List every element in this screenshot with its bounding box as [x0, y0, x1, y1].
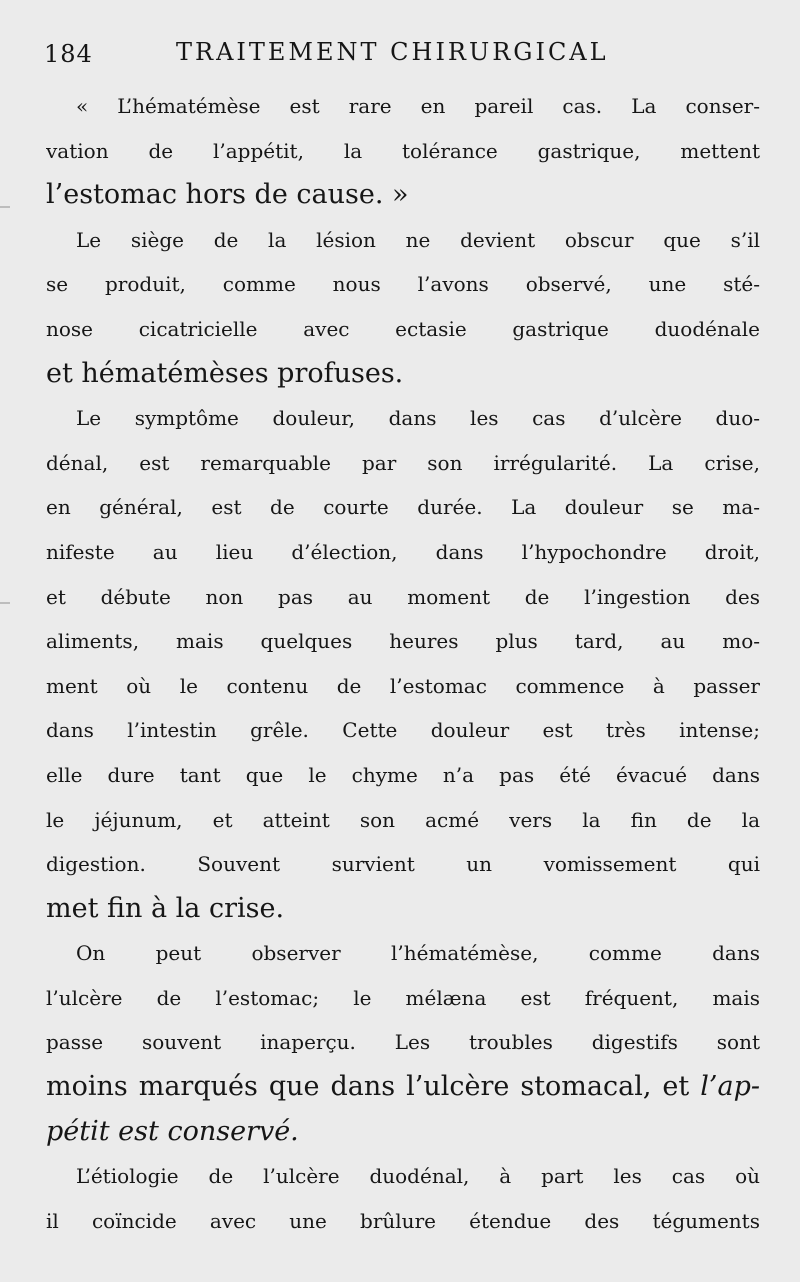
running-title: TRAITEMENT CHIRURGICAL — [176, 38, 609, 66]
text-line — [46, 1199, 760, 1244]
text-line — [46, 1110, 760, 1155]
page-number: 184 — [44, 40, 93, 68]
text-line-content: passe souvent inaperçu. Les troubles digestifs sont — [46, 1030, 760, 1055]
text-line — [46, 664, 760, 709]
text-line-content: l’ulcère de l’estomac; le mélæna est fréquent, mais — [46, 985, 760, 1010]
text-line — [46, 352, 760, 397]
text-line — [46, 396, 760, 441]
text-line-content: en général, est de courte durée. La douleur se ma- — [46, 495, 760, 520]
text-line-content: met fin à la crise. — [46, 892, 285, 924]
text-line-content: dans l’intestin grêle. Cette douleur est très intense; — [46, 718, 760, 743]
text-line-content: L’étiologie de l’ulcère duodénal, à part les cas où — [76, 1164, 760, 1189]
text-line-content: dénal, est remarquable par son irrégularité. La crise, — [46, 450, 760, 475]
text-line-content: nose cicatricielle avec ectasie gastrique duodénale — [46, 316, 760, 341]
text-line-content: Le symptôme douleur, dans les cas d’ulcère duo- — [76, 406, 760, 431]
text-line — [46, 708, 760, 753]
text-line — [46, 218, 760, 263]
text-line-content: nifeste au lieu d’élection, dans l’hypochondre droit, — [46, 539, 760, 564]
text-line — [46, 842, 760, 887]
text-line-content: Le siège de la lésion ne devient obscur que s’il — [76, 227, 760, 252]
text-line-content: le jéjunum, et atteint son acmé vers la fin de la — [46, 807, 760, 832]
text-line-content: et débute non pas au moment de l’ingestion des — [46, 584, 760, 609]
running-header — [40, 34, 760, 74]
text-line — [46, 262, 760, 307]
text-line-content: il coïncide avec une brûlure étendue des téguments — [46, 1208, 760, 1233]
text-line — [46, 976, 760, 1021]
text-line — [46, 84, 760, 129]
text-line-content: et hématémèses profuses. — [46, 357, 404, 389]
text-line-content: moins marqués que dans l’ulcère stomacal, et — [46, 1071, 690, 1103]
italic-fragment: l’ap- — [700, 1071, 760, 1103]
text-line-content: se produit, comme nous l’avons observé, une sté- — [46, 272, 760, 297]
page-edge-mark — [0, 206, 10, 208]
body-text — [46, 84, 760, 1243]
text-line-content: elle dure tant que le chyme n’a pas été évacué dans — [46, 762, 760, 787]
text-line — [46, 485, 760, 530]
text-line — [46, 1154, 760, 1199]
text-line — [46, 1065, 760, 1110]
text-line — [46, 931, 760, 976]
text-line — [46, 887, 760, 932]
page-edge-mark — [0, 602, 10, 604]
text-line — [46, 129, 760, 174]
text-line-content: pétit est conservé. — [46, 1115, 299, 1147]
text-line — [46, 530, 760, 575]
text-line — [46, 173, 760, 218]
text-line — [46, 1020, 760, 1065]
text-line-content: l’estomac hors de cause. » — [46, 179, 409, 211]
text-line — [46, 753, 760, 798]
text-line-content: « L’hématémèse est rare en pareil cas. La conser- — [76, 94, 760, 118]
text-line-content: vation de l’appétit, la tolérance gastrique, mettent — [46, 138, 760, 163]
text-line — [46, 441, 760, 486]
text-line — [46, 798, 760, 843]
text-line — [46, 575, 760, 620]
text-line-content: On peut observer l’hématémèse, comme dans — [76, 941, 760, 966]
text-line-content: digestion. Souvent survient un vomissement qui — [46, 852, 760, 877]
text-line — [46, 307, 760, 352]
text-line-content: aliments, mais quelques heures plus tard, au mo- — [46, 629, 760, 654]
text-line-content: ment où le contenu de l’estomac commence à passer — [46, 673, 760, 698]
text-line — [46, 619, 760, 664]
